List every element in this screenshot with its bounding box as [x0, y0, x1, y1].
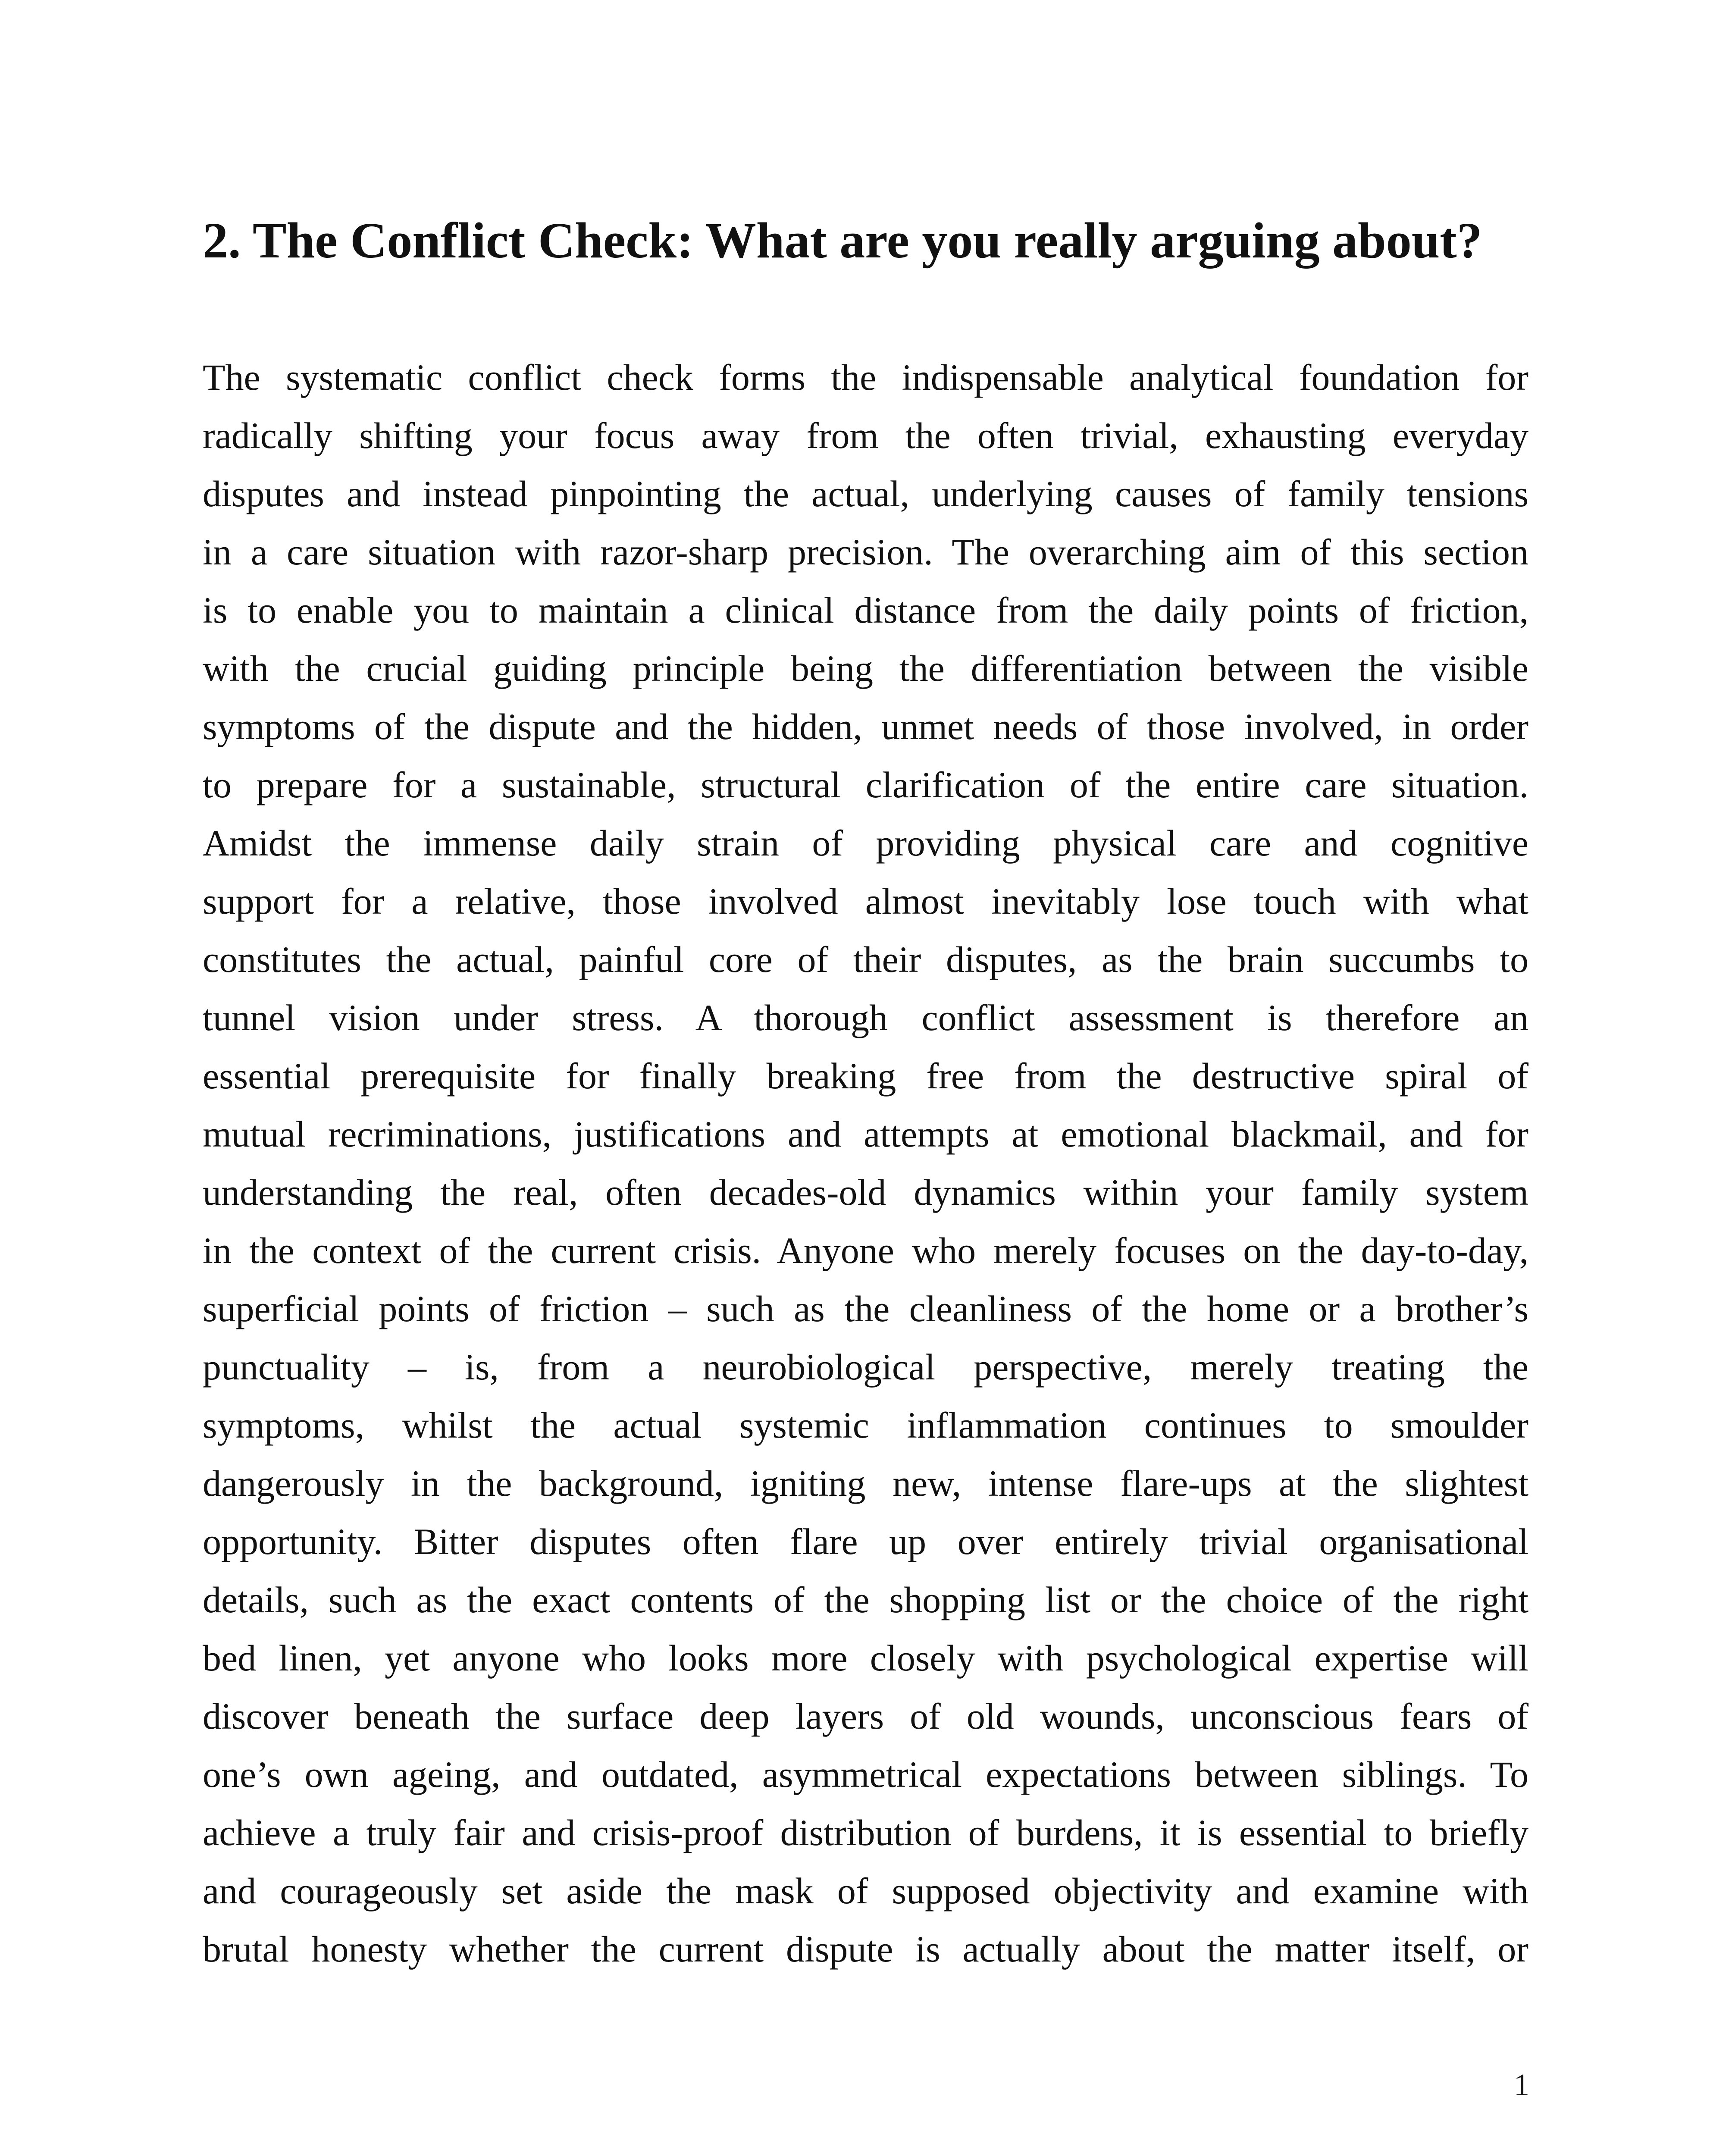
- body-paragraph: [203, 348, 1528, 1978]
- paragraph-line: understanding the real, often decades-old dynamics within your family system: [203, 1172, 1528, 1213]
- paragraph-line: punctuality – is, from a neurobiological perspective, merely treating the: [203, 1346, 1528, 1388]
- page-number: 1: [1514, 2068, 1529, 2102]
- paragraph-line: mutual recriminations, justifications and attempts at emotional blackmail, and for: [203, 1113, 1528, 1155]
- paragraph-line: brutal honesty whether the current dispute is actually about the matter itself, or: [203, 1928, 1528, 1970]
- paragraph-line: is to enable you to maintain a clinical distance from the daily points of friction,: [203, 589, 1528, 631]
- paragraph-line: discover beneath the surface deep layers of old wounds, unconscious fears of: [203, 1695, 1528, 1737]
- paragraph-line: constitutes the actual, painful core of their disputes, as the brain succumbs to: [203, 939, 1528, 980]
- paragraph-line: The systematic conflict check forms the indispensable analytical foundation for: [203, 357, 1528, 398]
- paragraph-line: and courageously set aside the mask of supposed objectivity and examine with: [203, 1870, 1528, 1912]
- section-heading: 2. The Conflict Check: What are you really arguing about?: [203, 212, 1482, 269]
- paragraph-line: essential prerequisite for finally breaking free from the destructive spiral of: [203, 1055, 1528, 1097]
- paragraph-line: disputes and instead pinpointing the actual, underlying causes of family tensions: [203, 473, 1528, 514]
- paragraph-line: achieve a truly fair and crisis-proof distribution of burdens, it is essential to briefly: [203, 1812, 1528, 1853]
- paragraph-line: to prepare for a sustainable, structural clarification of the entire care situation.: [203, 764, 1528, 805]
- paragraph-line: bed linen, yet anyone who looks more closely with psychological expertise will: [203, 1637, 1528, 1679]
- paragraph-line: support for a relative, those involved almost inevitably lose touch with what: [203, 881, 1528, 922]
- paragraph-line: details, such as the exact contents of the shopping list or the choice of the right: [203, 1579, 1528, 1620]
- paragraph-line: dangerously in the background, igniting new, intense flare-ups at the slightest: [203, 1463, 1528, 1504]
- paragraph-line: one’s own ageing, and outdated, asymmetrical expectations between siblings. To: [203, 1754, 1528, 1795]
- paragraph-line: symptoms of the dispute and the hidden, unmet needs of those involved, in order: [203, 706, 1528, 747]
- paragraph-line: with the crucial guiding principle being the differentiation between the visible: [203, 648, 1528, 689]
- paragraph-line: radically shifting your focus away from the often trivial, exhausting everyday: [203, 415, 1528, 456]
- paragraph-line: Amidst the immense daily strain of providing physical care and cognitive: [203, 822, 1528, 864]
- paragraph-line: in a care situation with razor-sharp precision. The overarching aim of this section: [203, 531, 1528, 573]
- paragraph-line: superficial points of friction – such as the cleanliness of the home or a brother’s: [203, 1288, 1528, 1329]
- paragraph-line: in the context of the current crisis. Anyone who merely focuses on the day-to-day,: [203, 1230, 1528, 1271]
- paragraph-line: opportunity. Bitter disputes often flare up over entirely trivial organisational: [203, 1521, 1528, 1562]
- paragraph-line: symptoms, whilst the actual systemic inflammation continues to smoulder: [203, 1404, 1528, 1446]
- paragraph-line: tunnel vision under stress. A thorough conflict assessment is therefore an: [203, 997, 1528, 1038]
